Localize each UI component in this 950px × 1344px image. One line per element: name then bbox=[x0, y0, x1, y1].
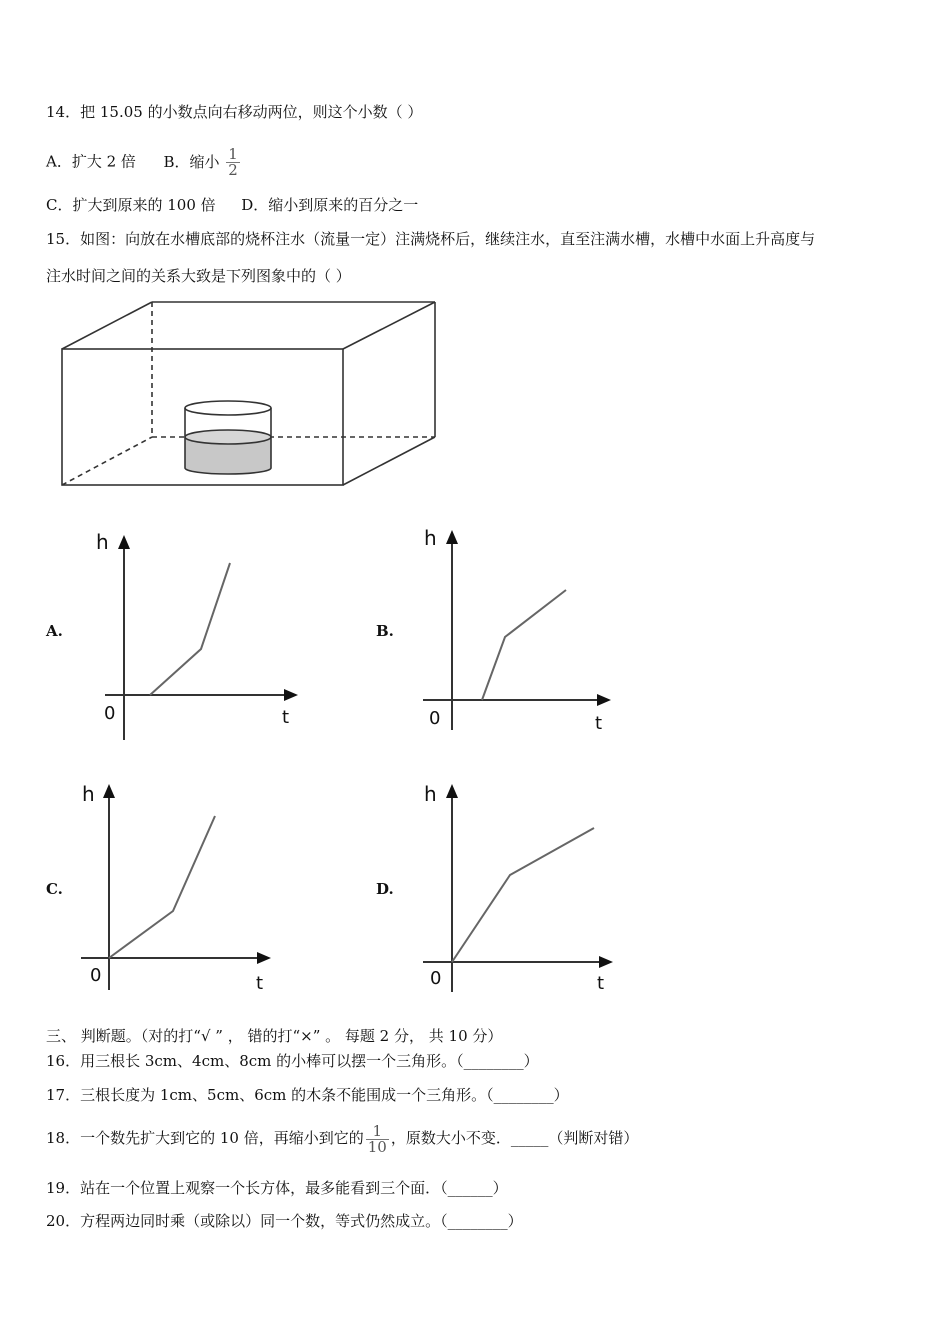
q18-text bbox=[46, 1121, 638, 1155]
beaker bbox=[185, 401, 271, 474]
q15-stem-line1: 15．如图：向放在水槽底部的烧杯注水（流量一定）注满烧杯后，继续注水，直至注满水槽，水槽中水面上升高度与 bbox=[46, 230, 816, 248]
tank-hidden-edge bbox=[62, 437, 152, 485]
q14-stem: 14．把 15.05 的小数点向右移动两位，则这个小数（ ） bbox=[46, 103, 423, 121]
y-axis-label: h bbox=[96, 530, 109, 554]
q18-suffix: ，原数大小不变．_____（判断对错） bbox=[390, 1129, 639, 1147]
fraction-denominator: 10 bbox=[367, 1137, 387, 1156]
q15-stem-line2: 注水时间之间的关系大致是下列图象中的（ ） bbox=[46, 267, 351, 285]
q14-option-b[interactable] bbox=[163, 145, 241, 179]
origin-label: 0 bbox=[430, 968, 442, 989]
fraction-denominator: 2 bbox=[228, 161, 238, 179]
x-axis-label: t bbox=[256, 973, 264, 994]
q17-text: 17．三根长度为 1cm、5cm、6cm 的木条不能围成一个三角形。（________） bbox=[46, 1086, 569, 1104]
q19-text: 19．站在一个位置上观察一个长方体，最多能看到三个面．（______） bbox=[46, 1179, 508, 1197]
q18-prefix: 18．一个数先扩大到它的 10 倍，再缩小到它的 bbox=[46, 1129, 364, 1147]
q14-option-b-text: B．缩小 bbox=[163, 152, 220, 171]
graph-option-d[interactable] bbox=[418, 780, 638, 1000]
x-axis-arrow-icon bbox=[257, 952, 271, 964]
x-axis-arrow-icon bbox=[597, 694, 611, 706]
y-axis-label: h bbox=[424, 526, 437, 550]
tank-edge bbox=[343, 302, 435, 349]
graph-option-c[interactable] bbox=[76, 780, 296, 1000]
y-axis-label: h bbox=[424, 782, 437, 806]
q16-text: 16．用三根长 3cm、4cm、8cm 的小棒可以摆一个三角形。（________） bbox=[46, 1052, 539, 1070]
graph-option-b[interactable] bbox=[418, 520, 638, 740]
q15-option-a-label[interactable]: A. bbox=[46, 622, 63, 640]
origin-label: 0 bbox=[429, 708, 441, 729]
q15-option-b-label[interactable]: B. bbox=[376, 622, 394, 640]
graph-d-line bbox=[452, 828, 594, 962]
q15-option-c-label[interactable]: C. bbox=[46, 880, 63, 898]
x-axis-arrow-icon bbox=[599, 956, 613, 968]
water-tank-figure bbox=[40, 295, 450, 495]
y-axis-arrow-icon bbox=[446, 530, 458, 544]
q14-options-row2 bbox=[46, 195, 418, 215]
tank-edge bbox=[62, 302, 152, 349]
y-axis-arrow-icon bbox=[118, 535, 130, 549]
graph-b-line bbox=[482, 590, 566, 700]
q20-text: 20．方程两边同时乘（或除以）同一个数，等式仍然成立。（________） bbox=[46, 1212, 523, 1230]
x-axis-label: t bbox=[595, 713, 603, 734]
q14-option-a[interactable]: A．扩大 2 倍 bbox=[46, 152, 136, 171]
graph-c-line bbox=[109, 816, 215, 958]
q14-option-c[interactable]: C．扩大到原来的 100 倍 bbox=[46, 196, 216, 214]
origin-label: 0 bbox=[90, 965, 102, 986]
x-axis-label: t bbox=[597, 973, 605, 994]
q18-fraction bbox=[366, 1121, 389, 1156]
fraction-numerator: 1 bbox=[366, 1124, 389, 1140]
q14-option-b-fraction bbox=[226, 147, 240, 178]
y-axis-arrow-icon bbox=[103, 784, 115, 798]
origin-label: 0 bbox=[104, 703, 116, 724]
x-axis-label: t bbox=[282, 707, 290, 728]
graph-a-line bbox=[150, 563, 230, 695]
x-axis-arrow-icon bbox=[284, 689, 298, 701]
y-axis-label: h bbox=[82, 782, 95, 806]
q14-options-row1 bbox=[46, 147, 242, 178]
q15-option-d-label[interactable]: D. bbox=[376, 880, 394, 898]
section-3-heading: 三、 判断题。（对的打“√ ” ， 错的打“×” 。 每题 2 分， 共 10 分） bbox=[46, 1027, 503, 1045]
graph-option-a[interactable] bbox=[90, 525, 310, 745]
fraction-numerator: 1 bbox=[228, 145, 238, 163]
tank-edge bbox=[343, 437, 435, 485]
y-axis-arrow-icon bbox=[446, 784, 458, 798]
q14-option-d[interactable]: D．缩小到原来的百分之一 bbox=[241, 196, 419, 214]
